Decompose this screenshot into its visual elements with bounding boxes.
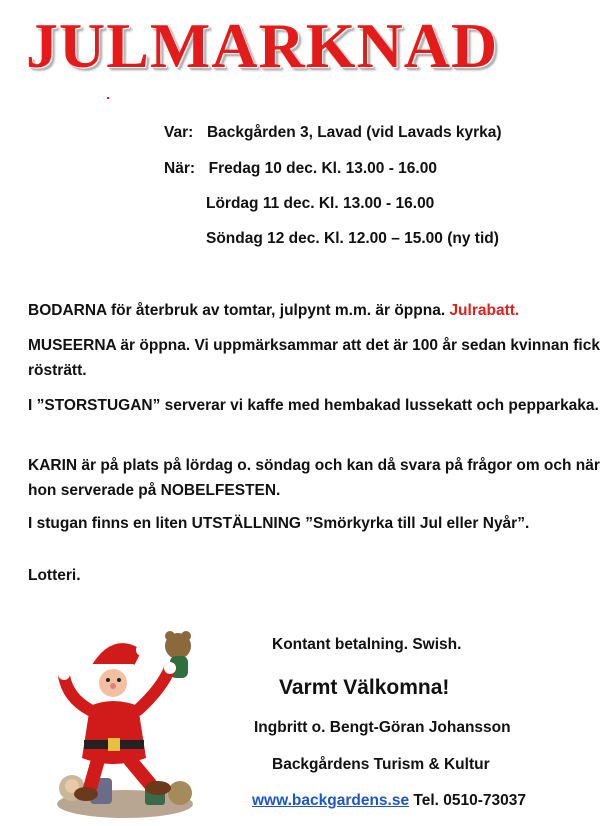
julrabatt-highlight: Julrabatt.	[449, 302, 520, 319]
var-label: Var:	[164, 124, 194, 141]
paragraph-lotteri: Lotteri.	[28, 567, 81, 584]
website-link[interactable]: www.backgardens.se	[252, 792, 410, 809]
paragraph-bodarna	[28, 298, 603, 323]
date-line-1	[164, 161, 437, 177]
payment-info: Kontant betalning. Swish.	[272, 636, 462, 653]
hosts-text: Ingbritt o. Bengt-Göran Johansson	[254, 719, 511, 736]
paragraph-utstallning: I stugan finns en liten UTSTÄLLNING ”Smörkyrka till Jul eller Nyår”.	[28, 515, 530, 532]
location-line	[164, 125, 502, 141]
paragraph-storstugan: I ”STORSTUGAN” serverar vi kaffe med hembakad lussekatt och pepparkaka.	[28, 397, 599, 414]
phone-number: Tel. 0510-73037	[413, 792, 526, 809]
paragraph-museerna: MUSEERNA är öppna. Vi uppmärksammar att det är 100 år sedan kvinnan fick rösträtt.	[28, 337, 600, 379]
bodarna-text: BODARNA för återbruk av tomtar, julpynt m.m. är öppna.	[28, 302, 446, 319]
nar-label: När:	[164, 160, 196, 177]
page-title: JULMARKNAD	[26, 10, 499, 81]
welcome-text: Varmt Välkomna!	[279, 676, 450, 699]
santa-illustration	[50, 628, 200, 818]
date-saturday: Lördag 11 dec. Kl. 13.00 - 16.00	[206, 195, 435, 212]
paragraph-karin: KARIN är på plats på lördag o. söndag och kan då svara på frågor om och när hon serverade på NOBELFESTEN.	[28, 457, 600, 499]
date-friday: Fredag 10 dec. Kl. 13.00 - 16.00	[208, 160, 437, 177]
organization-name: Backgårdens Turism & Kultur	[272, 756, 490, 773]
date-sunday: Söndag 12 dec. Kl. 12.00 – 15.00 (ny tid)	[206, 230, 499, 247]
location-value: Backgården 3, Lavad (vid Lavads kyrka)	[206, 124, 502, 141]
decorative-dot	[107, 97, 109, 99]
contact-line	[252, 793, 526, 809]
